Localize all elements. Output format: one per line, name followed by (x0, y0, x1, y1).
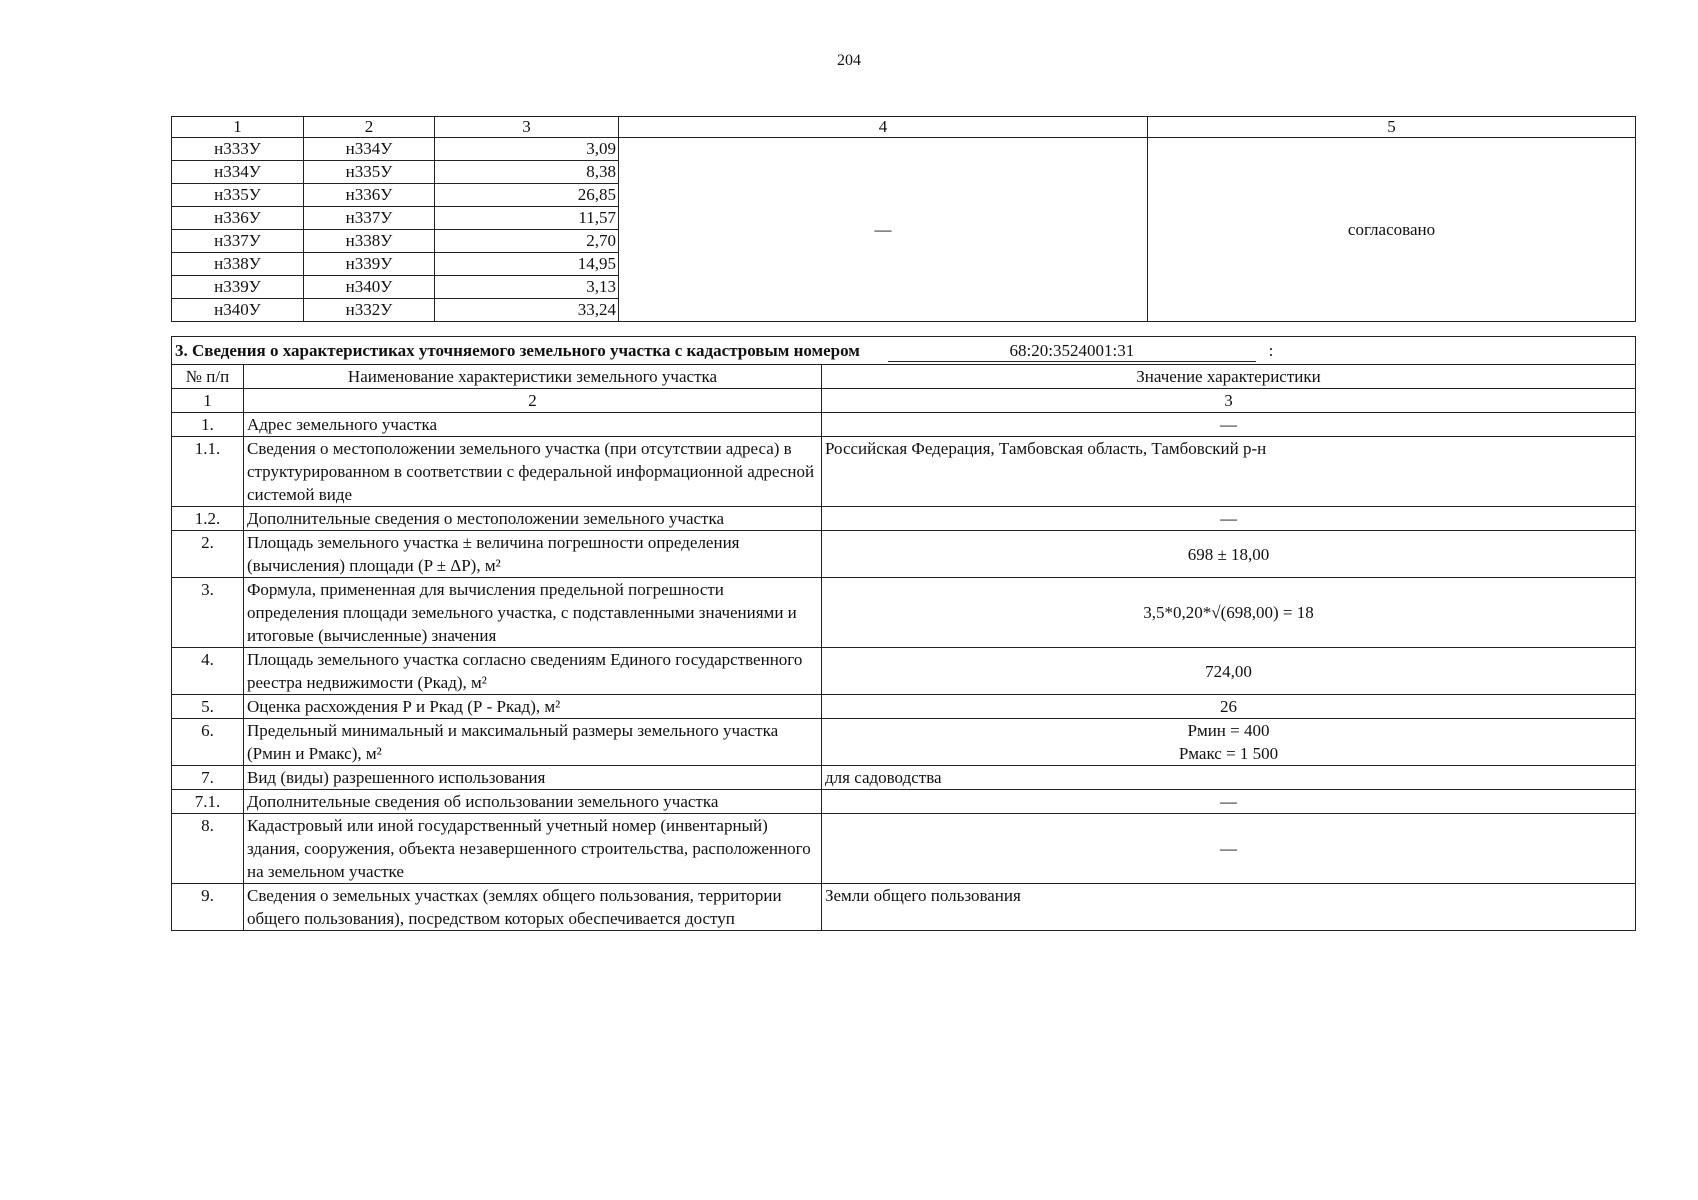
page-number: 204 (837, 52, 861, 69)
characteristic-name: Кадастровый или иной государственный учетный номер (инвентарный) здания, сооружения, объекта незавершенного строительства, расположенного на земельном участке (244, 814, 822, 884)
column-number: 3 (822, 389, 1636, 413)
segment-length: 11,57 (435, 207, 619, 230)
row-number: 3. (172, 578, 244, 648)
table-row (172, 884, 1636, 931)
row-number: 7.1. (172, 790, 244, 814)
point-to: н339У (304, 253, 435, 276)
point-to: н337У (304, 207, 435, 230)
row-number: 8. (172, 814, 244, 884)
characteristic-value (822, 719, 1636, 766)
characteristic-value: 26 (822, 695, 1636, 719)
table-row (172, 413, 1636, 437)
characteristic-name: Адрес земельного участка (244, 413, 822, 437)
characteristic-value: — (822, 507, 1636, 531)
characteristic-value: для садоводства (822, 766, 1636, 790)
table-header-row (172, 117, 1636, 138)
boundary-parts-table (171, 116, 1636, 322)
table-row (172, 814, 1636, 884)
point-from: н333У (172, 138, 304, 161)
table-row (172, 138, 1636, 161)
column-number: 4 (619, 117, 1148, 138)
point-from: н335У (172, 184, 304, 207)
row-number: 1.2. (172, 507, 244, 531)
point-to: н336У (304, 184, 435, 207)
point-to: н334У (304, 138, 435, 161)
header-number: № п/п (172, 365, 244, 389)
section-title: 3. Сведения о характеристиках уточняемого земельного участка с кадастровым номером (175, 341, 860, 360)
point-from: н336У (172, 207, 304, 230)
segment-length: 8,38 (435, 161, 619, 184)
point-to: н335У (304, 161, 435, 184)
segment-length: 3,09 (435, 138, 619, 161)
point-from: н334У (172, 161, 304, 184)
column-number: 3 (435, 117, 619, 138)
point-to: н338У (304, 230, 435, 253)
characteristic-value: 3,5*0,20*√(698,00) = 18 (822, 578, 1636, 648)
column-number: 2 (244, 389, 822, 413)
characteristic-name: Сведения о земельных участках (землях общего пользования, территории общего пользования), посредством которых обеспечивается доступ (244, 884, 822, 931)
table-row (172, 437, 1636, 507)
characteristic-name: Дополнительные сведения об использовании земельного участка (244, 790, 822, 814)
point-from: н338У (172, 253, 304, 276)
segment-length: 33,24 (435, 299, 619, 322)
title-colon: : (1268, 341, 1274, 360)
table-row (172, 790, 1636, 814)
characteristic-name: Дополнительные сведения о местоположении земельного участка (244, 507, 822, 531)
table-row (172, 648, 1636, 695)
row-number: 2. (172, 531, 244, 578)
characteristic-name: Сведения о местоположении земельного участка (при отсутствии адреса) в структурированном в соответствии с федеральной информационной адресной системой виде (244, 437, 822, 507)
table-header-row (172, 365, 1636, 389)
approval-status: согласовано (1148, 138, 1636, 322)
table-row (172, 695, 1636, 719)
column-number: 5 (1148, 117, 1636, 138)
characteristic-value: Российская Федерация, Тамбовская область, Тамбовский р-н (822, 437, 1636, 507)
min-size-value: Рмин = 400 (1187, 721, 1270, 740)
cadastral-number: 68:20:3524001:31 (888, 341, 1256, 362)
characteristic-name: Площадь земельного участка согласно сведениям Единого государственного реестра недвижимости (Ркад), м² (244, 648, 822, 695)
row-number: 7. (172, 766, 244, 790)
segment-length: 14,95 (435, 253, 619, 276)
point-from: н340У (172, 299, 304, 322)
characteristic-value: Земли общего пользования (822, 884, 1636, 931)
table-row (172, 578, 1636, 648)
row-number: 1. (172, 413, 244, 437)
table-row (172, 507, 1636, 531)
point-from: н337У (172, 230, 304, 253)
point-from: н339У (172, 276, 304, 299)
column-number: 2 (304, 117, 435, 138)
description-cell: — (619, 138, 1148, 322)
point-to: н332У (304, 299, 435, 322)
segment-length: 26,85 (435, 184, 619, 207)
table-row (172, 531, 1636, 578)
characteristic-value: — (822, 413, 1636, 437)
characteristic-name: Оценка расхождения Р и Ркад (Р - Ркад), м² (244, 695, 822, 719)
row-number: 9. (172, 884, 244, 931)
segment-length: 2,70 (435, 230, 619, 253)
row-number: 6. (172, 719, 244, 766)
characteristic-name: Вид (виды) разрешенного использования (244, 766, 822, 790)
characteristic-name: Предельный минимальный и максимальный размеры земельного участка (Рмин и Рмакс), м² (244, 719, 822, 766)
section-title-row (172, 337, 1636, 365)
max-size-value: Рмакс = 1 500 (1178, 744, 1279, 763)
column-number: 1 (172, 117, 304, 138)
parcel-characteristics-table (171, 336, 1636, 931)
header-value: Значение характеристики (822, 365, 1636, 389)
characteristic-value: 724,00 (822, 648, 1636, 695)
table-row (172, 719, 1636, 766)
header-name: Наименование характеристики земельного участка (244, 365, 822, 389)
characteristic-value: — (822, 814, 1636, 884)
table-row (172, 766, 1636, 790)
point-to: н340У (304, 276, 435, 299)
characteristic-name: Формула, примененная для вычисления предельной погрешности определения площади земельного участка, с подставленными значениями и итоговые (вычисленные) значения (244, 578, 822, 648)
column-numbers-row (172, 389, 1636, 413)
row-number: 4. (172, 648, 244, 695)
segment-length: 3,13 (435, 276, 619, 299)
row-number: 5. (172, 695, 244, 719)
characteristic-value: 698 ± 18,00 (822, 531, 1636, 578)
column-number: 1 (172, 389, 244, 413)
row-number: 1.1. (172, 437, 244, 507)
section-title-cell (172, 337, 1636, 365)
characteristic-value: — (822, 790, 1636, 814)
characteristic-name: Площадь земельного участка ± величина погрешности определения (вычисления) площади (P ± ΔP), м² (244, 531, 822, 578)
